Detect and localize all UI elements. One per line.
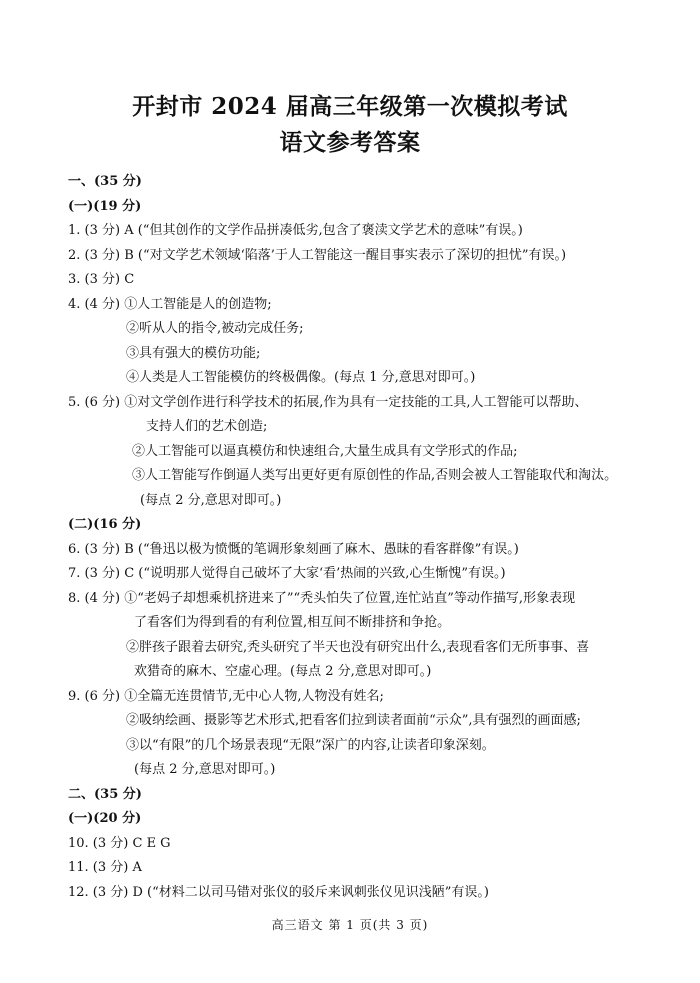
page-footer: 高三语文 第 1 页(共 3 页) <box>271 918 429 932</box>
answer-point: ②吸纳绘画、摄影等艺术形式,把看客们拉到读者面前“示众”,具有强烈的画面感; <box>126 713 581 728</box>
answer-line: 5. (6 分) ①对文学创作进行科学技术的拓展,作为具有一定技能的工具,人工智能可以帮助、 <box>68 394 588 410</box>
answer-line: 10. (3 分) C E G <box>68 835 171 851</box>
answer-body <box>68 170 668 905</box>
answer-point: ②人工智能可以逼真模仿和快速组合,大量生成具有文学形式的作品; <box>132 443 518 459</box>
answer-line: 11. (3 分) A <box>68 860 142 875</box>
section-heading: 一、(35 分) <box>68 174 142 189</box>
answer-line: 3. (3 分) C <box>68 272 135 287</box>
page-title: 开封市 2024 届高三年级第一次模拟考试 <box>132 93 568 120</box>
answer-point: ②胖孩子跟着去研究,秃头研究了半天也没有研究出什么,表现看客们无所事事、喜 <box>126 639 590 655</box>
answer-line: 6. (3 分) B (“鲁迅以极为愤慨的笔调形象刻画了麻木、愚昧的看客群像”有误。) <box>68 541 519 557</box>
answer-line: 9. (6 分) ①全篇无连贯情节,无中心人物,人物没有姓名; <box>68 688 384 704</box>
answer-point: ③人工智能写作倒逼人类写出更好更有原创性的作品,否则会被人工智能取代和淘汰。 <box>132 468 618 483</box>
answer-point: ③以“有限”的几个场景表现“无限”深广的内容,让读者印象深刻。 <box>126 737 495 753</box>
answer-line: 8. (4 分) ①“老妈子却想乘机挤进来了”“秃头怕失了位置,连忙站直”等动作描写,形象表现 <box>68 590 576 606</box>
subsection-heading: (二)(16 分) <box>68 517 142 532</box>
section-heading: 二、(35 分) <box>68 786 142 802</box>
scoring-note: (每点 2 分,意思对即可。) <box>140 492 282 508</box>
answer-line: 1. (3 分) A (“但其创作的文学作品拼凑低劣,包含了褒渎文学艺术的意味”有误。) <box>68 223 523 238</box>
answer-continuation: 欢猎奇的麻木、空虚心理。(每点 2 分,意思对即可。) <box>134 664 432 679</box>
subsection-heading: (一)(20 分) <box>68 811 142 826</box>
page-subtitle: 语文参考答案 <box>279 129 421 156</box>
answer-point: ③具有强大的模仿功能; <box>126 345 261 361</box>
answer-continuation: 了看客们为得到看的有利位置,相互间不断排挤和争抢。 <box>134 615 451 630</box>
answer-line: 2. (3 分) B (“对文学艺术领域‘陷落’于人工智能这一醒目事实表示了深切的担忧”有误。) <box>68 247 567 263</box>
scoring-note: (每点 2 分,意思对即可。) <box>134 762 276 777</box>
subsection-heading: (一)(19 分) <box>68 198 142 214</box>
answer-line: 7. (3 分) C (“说明那人觉得自己破坏了大家‘看’热闹的兴致,心生惭愧”有误。) <box>68 566 506 581</box>
answer-point: ②听从人的指令,被动完成任务; <box>126 321 304 336</box>
answer-line: 12. (3 分) D (“材料二以司马错对张仪的驳斥来讽刺张仪见识浅陋”有误。) <box>68 884 489 900</box>
answer-line: 4. (4 分) ①人工智能是人的创造物; <box>68 296 272 312</box>
answer-point: ④人类是人工智能模仿的终极偶像。(每点 1 分,意思对即可。) <box>126 370 476 385</box>
answer-continuation: 支持人们的艺术创造; <box>146 419 268 434</box>
